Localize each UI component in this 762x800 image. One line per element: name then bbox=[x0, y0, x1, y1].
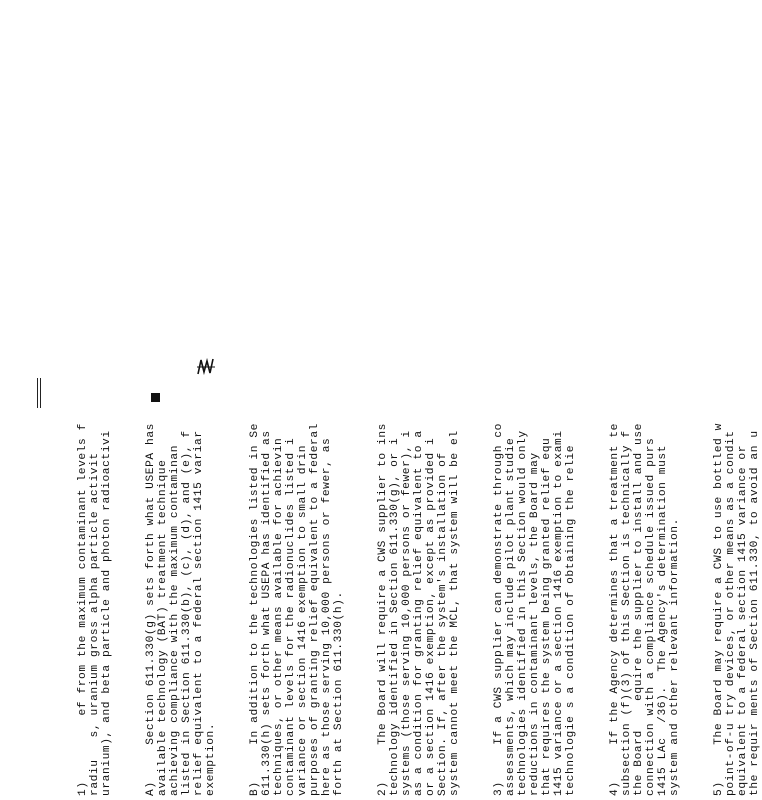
handwritten-mark bbox=[196, 356, 216, 378]
text-line: the requir ments of Section 611.330, to avoid an u bbox=[749, 430, 761, 796]
text-line: technologies identified in this Section would only bbox=[517, 430, 529, 796]
text-line: system and other relevant information. bbox=[669, 518, 681, 796]
text-line: uranium), and beta particle and photon radioactivi bbox=[101, 430, 113, 796]
text-line: the Board equire the supplier to install and use bbox=[633, 423, 645, 796]
text-line: point-of-u try devices, or other means as a condit bbox=[725, 430, 737, 796]
text-line: 1) ef from the maximum contaminant levels f bbox=[77, 423, 89, 796]
text-line: techniques, or other means available for achievin bbox=[273, 437, 285, 796]
text-line: forth at Section 611.330(h). bbox=[333, 591, 345, 796]
scan-speck bbox=[151, 393, 160, 402]
text-line: 5) The Board may require a CWS to use bottled w bbox=[713, 423, 725, 796]
text-line: technology identified in Section 611.330(g), or i bbox=[389, 437, 401, 796]
text-line: 1415 variance or a section 1416 exemption to exami bbox=[553, 430, 565, 796]
text-line: relief equivalent to a federal section 1415 variar bbox=[193, 430, 205, 796]
text-line: 4) If the Agency determines that a treatment te bbox=[609, 423, 621, 796]
text-line: assessments, which may include pilot plant studie bbox=[505, 437, 517, 796]
text-line: system cannot meet the MCL, that system will be el bbox=[449, 430, 461, 796]
text-line: subsection (f)(3) of this Section is technically f bbox=[621, 430, 633, 796]
text-line: or a section 1416 exemption, except as provided i bbox=[425, 437, 437, 796]
text-line: reductions in contaminant levels, the Board may bbox=[529, 452, 541, 796]
text-line: listed in Section 611.330(b), (c), (d), and (e), f bbox=[181, 430, 193, 796]
text-line: variance or section 1416 exemption to small drin bbox=[297, 444, 309, 796]
text-line: 611.330(h) sets forth what USEPA has identified as bbox=[261, 430, 273, 796]
text-line: connection with a compliance schedule issued purs bbox=[645, 437, 657, 796]
text-line: Section. If, after the system's installation of bbox=[437, 452, 449, 796]
text-line: technologie s a condition of obtaining the relie bbox=[565, 444, 577, 796]
text-line: as a condition for granting relief equivalent to a bbox=[413, 430, 425, 796]
text-line: 1415 LAc /36). The Agency's determination must bbox=[657, 444, 669, 796]
text-line: purposes of granting relief equivalent to a federal bbox=[309, 423, 321, 796]
text-line: equivalent to a federal section 1415 variance or bbox=[737, 444, 749, 796]
text-line: 2) The Board will require a CWS supplier to ins bbox=[377, 423, 389, 796]
text-line: radiu s, uranium gross alpha particle activit bbox=[89, 452, 101, 796]
text-line: exemption. bbox=[205, 722, 217, 796]
text-line: contaminant levels for the radionuclides listed i bbox=[285, 437, 297, 796]
text-line: here as those serving 10,000 persons or fewer, as bbox=[321, 437, 333, 796]
text-line: 3) If a CWS supplier can demonstrate through co bbox=[493, 423, 505, 796]
text-line: available technology (BAT) treatment technique bbox=[157, 459, 169, 796]
text-line: systems (those serving 10,000 persons or fewer), i bbox=[401, 430, 413, 796]
text-line: B) In addition to the technologies listed in Se bbox=[249, 423, 261, 796]
text-line: that requires the system being granted relief equ bbox=[541, 437, 553, 796]
text-line: achieving compliance with the maximum contaminan bbox=[169, 444, 181, 796]
text-line: A) Section 611.330(g) sets forth what USEPA has bbox=[145, 423, 157, 796]
scan-artifact-mark bbox=[37, 378, 41, 408]
